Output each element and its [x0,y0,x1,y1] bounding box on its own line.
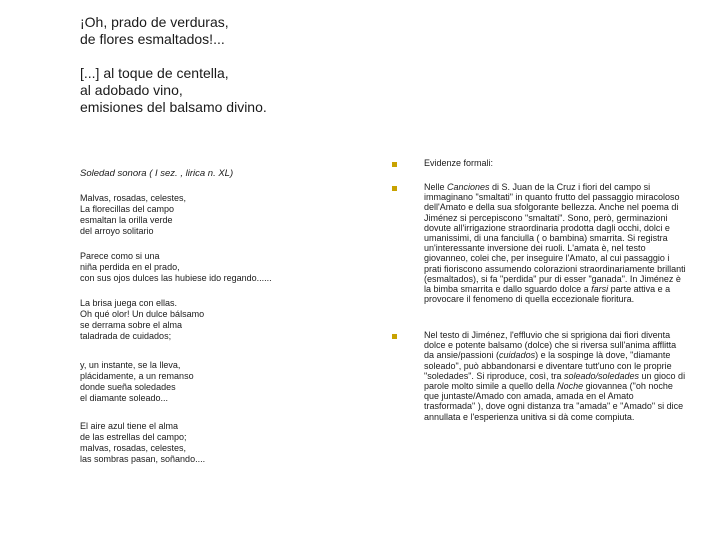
note-text-run: Nelle [424,182,448,192]
note-text-run: Nel testo di Jiménez, l'effluvio che si sprigiona dai fiori diventa dolce e potente balsamo (dolce) che si riversa sull'anima afflitta da ansie/passioni ( [424,330,677,361]
heading-quote-2: [...] al toque de centella, al adobado vino, emisiones del balsamo divino. [80,65,267,115]
note-balsamo-analysis [424,330,686,422]
heading-quote-1: ¡Oh, prado de verduras, de flores esmaltados!... [80,14,229,47]
note-canciones-comparison [424,182,686,304]
note-italic-run: farsi [591,284,609,295]
note-italic-run: Noche [557,381,584,392]
poem-stanza-3: La brisa juega con ellas. Oh qué olor! Un dulce bálsamo se derrama sobre el alma taladrada de cuidados; [80,298,205,341]
bullet-icon [392,186,397,191]
poem-stanza-4: y, un instante, se la lleva, plácidamente, a un remanso donde sueña soledades el diamante soleado... [80,360,194,403]
note-formal-evidence [424,158,686,168]
note-italic-run: Canciones [447,182,490,192]
note-italic-run: soleado/soledades [563,370,640,381]
note-text-run: Evidenze formali: [424,158,494,168]
poem-stanza-2: Parece como si una niña perdida en el prado, con sus ojos dulces las hubiese ido regando...... [80,251,272,283]
note-text-run: di S. Juan de la Cruz i fiori del campo si immaginano "smaltati" in quanto frutto del passaggio miracoloso dell'Amato e della sua sfolgorante bellezza. Anche nel poema di Jiménez si percepiscono "smaltati". Sono, però, germinazioni dovute all'irrigazione straordinaria prodotta dagli occhi, dolci e umanissimi, di una fanciulla ( o bambina) smarrita. Si registra un'interessante inversione dei ruoli. L'amata è, nel testo giovanneo, colei che, per inseguire l'Amato, al cui passaggio i prati fioriscono assumendo colorazioni straordinariamente brillanti (esmaltados), si fa "perdida" pur di esser "ganada". In Jiménez è la bimba smarrita e dallo sguardo dolce a [424,182,686,295]
note-text-run: un gioco di parole molto simile a quello della [424,370,686,392]
note-text-run: ) e la sospinge là dove, "diamante soleado", può abbandonarsi e diventare tutt'uno con le proprie "soledades". Si riproduce, così, tra [424,350,672,381]
bullet-icon [392,334,397,339]
poem-source: Soledad sonora ( I sez. , lirica n. XL) [80,168,234,179]
note-text-run: giovannea ("oh noche que juntaste/Amado con amada, amada en el Amato trasformada" ), dove ogni distanza tra "amada" e "Amado" si dice annullata e l'esperienza unitiva si dà come compiuta. [424,381,684,422]
note-italic-run: cuidados [499,350,536,361]
poem-stanza-1: Malvas, rosadas, celestes, La florecillas del campo esmaltan la orilla verde del arroyo solitario [80,193,187,236]
poem-stanza-5: El aire azul tiene el alma de las estrellas del campo; malvas, rosadas, celestes, las sombras pasan, soñando.... [80,421,206,464]
note-text-run: parte attiva e a provocare il fenomeno di quella eccezionale fioritura. [424,284,671,305]
bullet-icon [392,162,397,167]
